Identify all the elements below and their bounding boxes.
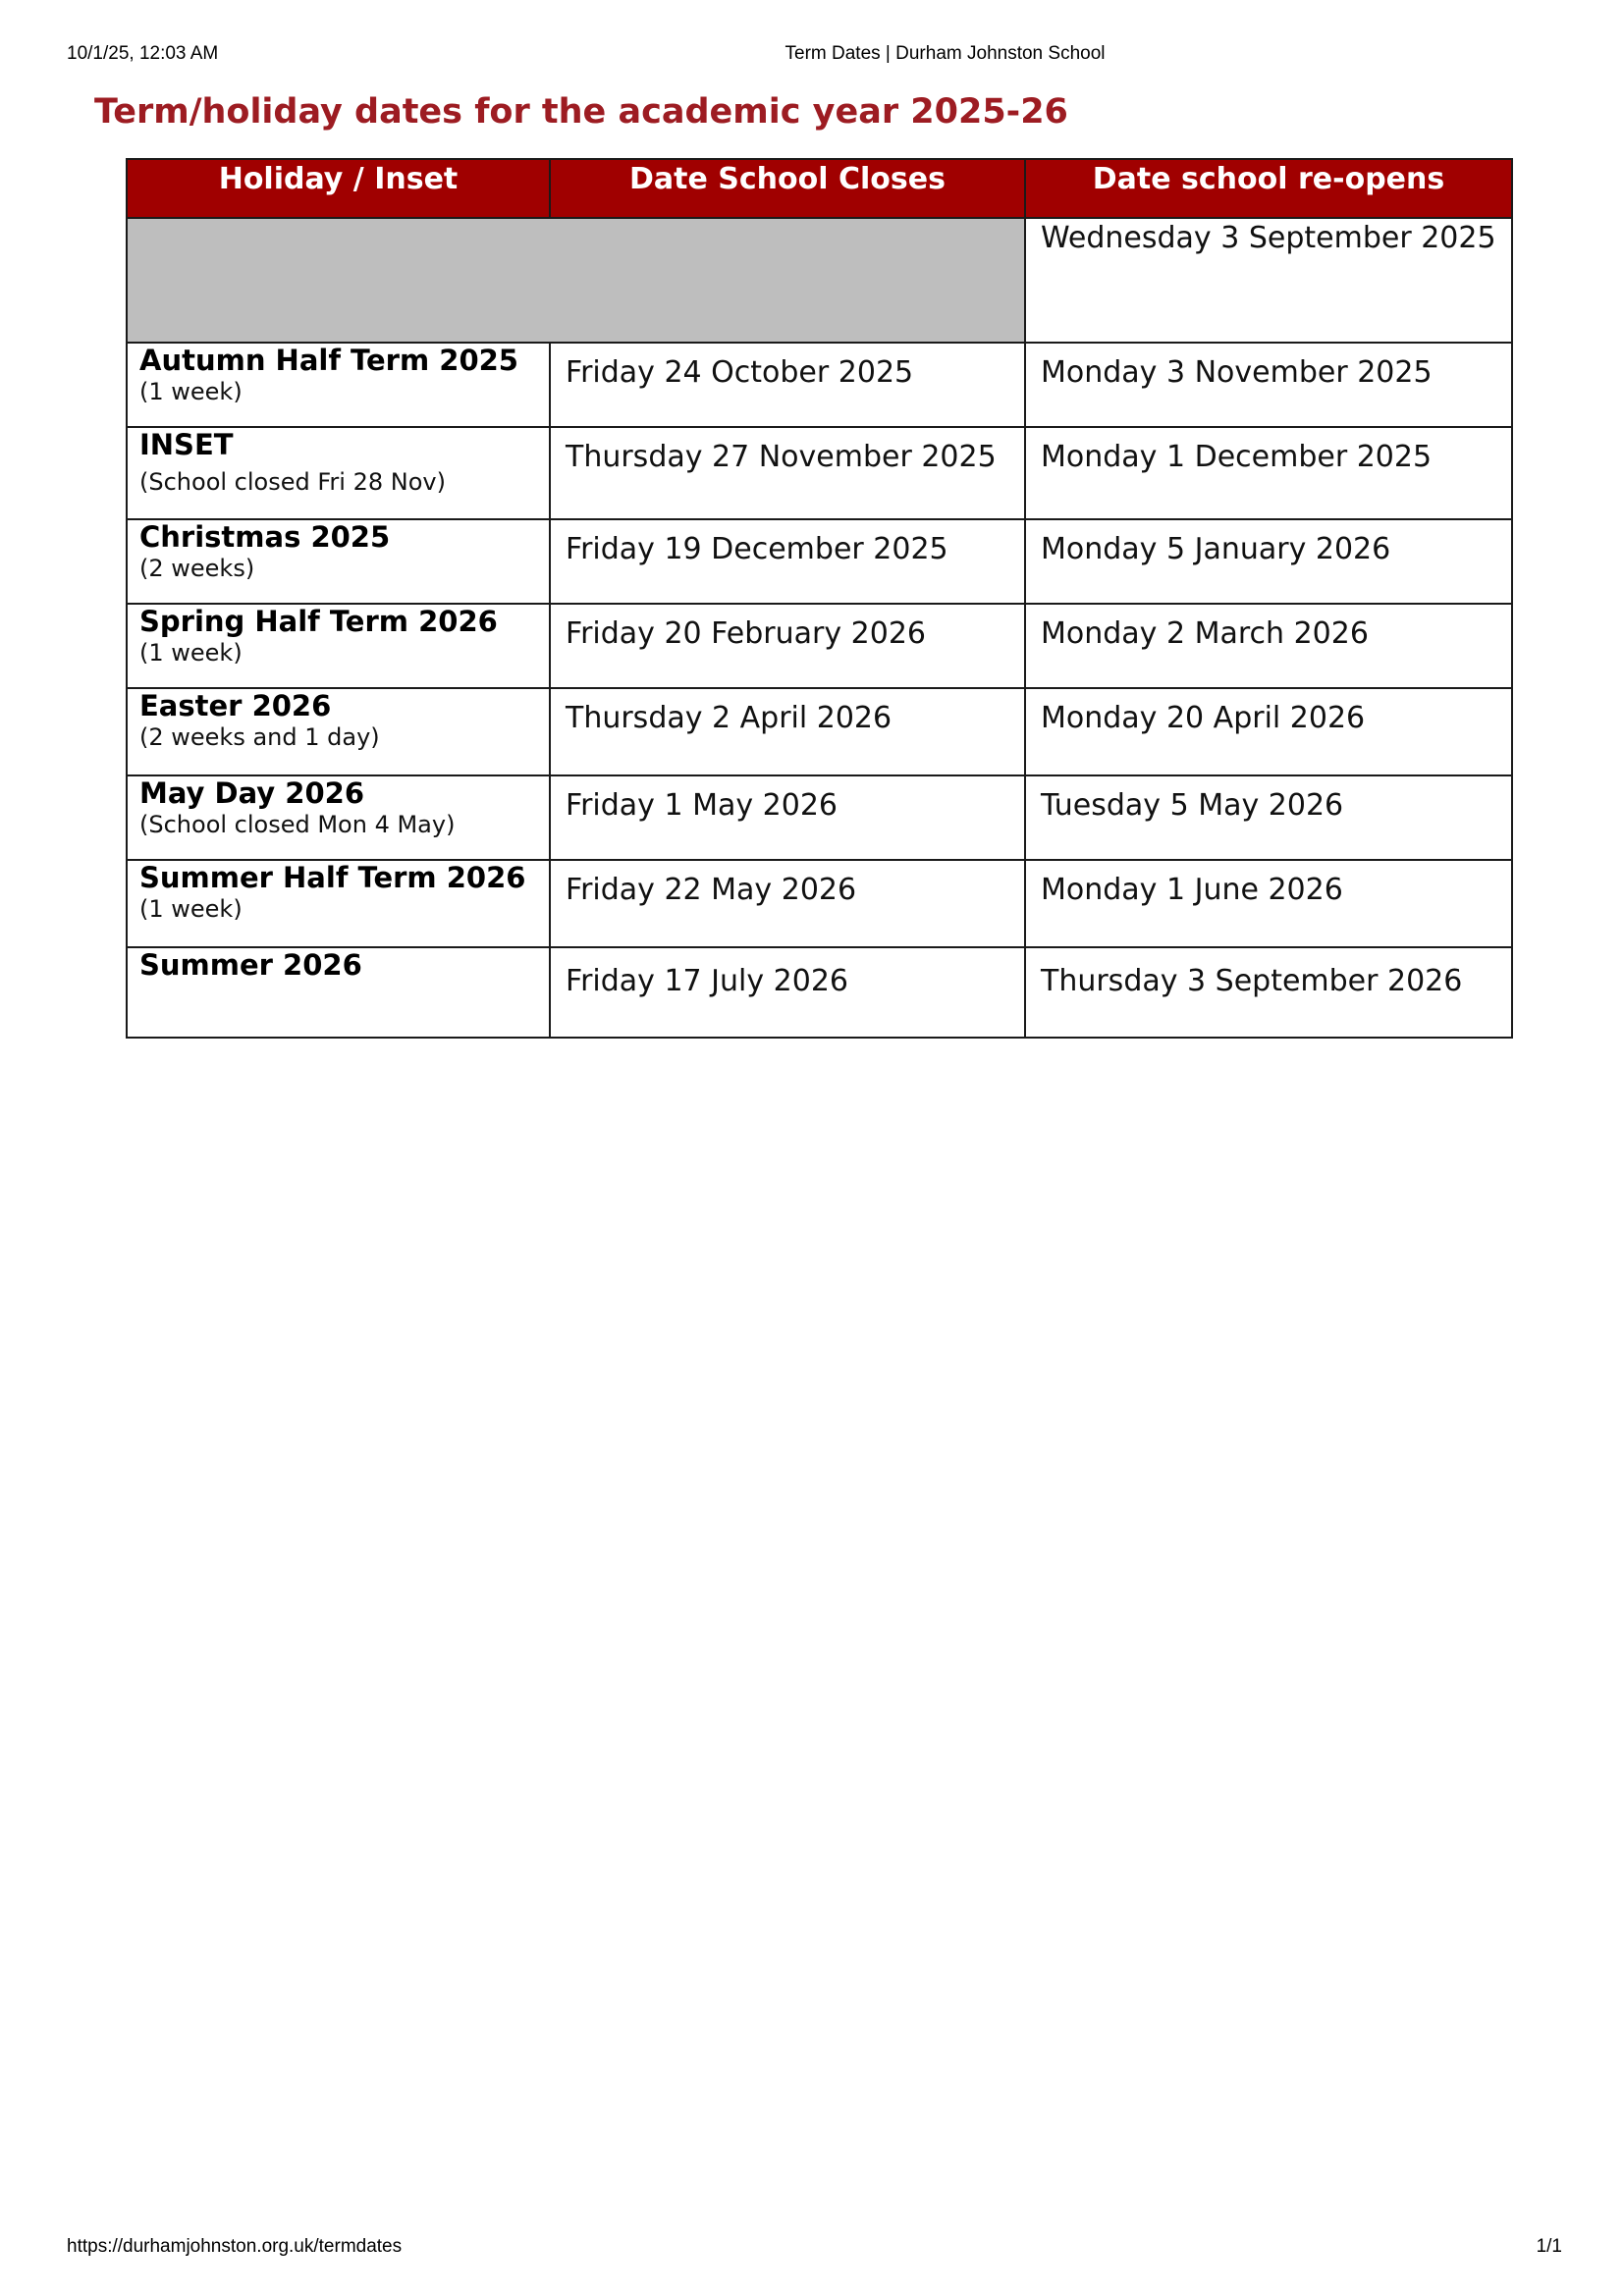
table-row (127, 860, 1512, 947)
reopens-date: Monday 1 June 2026 (1041, 873, 1343, 907)
holiday-note: (School closed Fri 28 Nov) (139, 468, 446, 496)
closes-date: Friday 24 October 2025 (566, 355, 914, 390)
table-row (127, 947, 1512, 1038)
closes-date: Friday 22 May 2026 (566, 873, 857, 907)
holiday-name: May Day 2026 (139, 776, 364, 810)
reopens-cell (1025, 519, 1512, 604)
reopens-cell (1025, 343, 1512, 427)
print-page-title (0, 43, 1623, 65)
page-title: Term/holiday dates for the academic year 2025-26 (94, 92, 1068, 132)
closes-cell (550, 343, 1025, 427)
closes-cell (550, 947, 1025, 1038)
holiday-note: (1 week) (139, 378, 243, 405)
holiday-name: Summer Half Term 2026 (139, 861, 526, 894)
reopens-date: Tuesday 5 May 2026 (1041, 788, 1344, 823)
closes-cell (550, 604, 1025, 688)
holiday-note: (1 week) (139, 639, 243, 667)
blank-cell (127, 218, 1025, 343)
closes-date: Thursday 2 April 2026 (566, 701, 893, 735)
holiday-note: (2 weeks and 1 day) (139, 723, 380, 751)
reopens-cell (1025, 947, 1512, 1038)
holiday-name: Spring Half Term 2026 (139, 605, 498, 638)
holiday-name: Summer 2026 (139, 948, 362, 982)
closes-date: Friday 19 December 2025 (566, 532, 948, 566)
holiday-cell (127, 427, 550, 519)
reopens-date: Monday 2 March 2026 (1041, 616, 1369, 651)
column-header-reopens: Date school re-opens (1025, 159, 1512, 218)
closes-cell (550, 688, 1025, 775)
holiday-name: INSET (139, 428, 234, 461)
closes-cell (550, 519, 1025, 604)
table-row (127, 604, 1512, 688)
closes-date: Thursday 27 November 2025 (566, 440, 997, 474)
reopens-cell (1025, 775, 1512, 860)
reopens-cell (1025, 604, 1512, 688)
closes-date: Friday 20 February 2026 (566, 616, 926, 651)
table-row (127, 519, 1512, 604)
holiday-note: (2 weeks) (139, 555, 255, 582)
reopens-cell (1025, 860, 1512, 947)
holiday-name: Autumn Half Term 2025 (139, 344, 518, 377)
table-row (127, 427, 1512, 519)
holiday-note: (School closed Mon 4 May) (139, 811, 456, 838)
closes-date: Friday 17 July 2026 (566, 964, 849, 998)
reopens-date: Monday 1 December 2025 (1041, 440, 1433, 474)
print-datetime: 10/1/25, 12:03 AM (67, 43, 219, 64)
reopens-date: Monday 20 April 2026 (1041, 701, 1366, 735)
reopens-date: Wednesday 3 September 2025 (1041, 221, 1496, 255)
holiday-cell (127, 519, 550, 604)
holiday-cell (127, 688, 550, 775)
holiday-cell (127, 947, 550, 1038)
term-dates-table (126, 158, 1513, 1039)
reopens-cell (1025, 427, 1512, 519)
holiday-cell (127, 604, 550, 688)
reopens-date: Monday 5 January 2026 (1041, 532, 1391, 566)
column-header-closes: Date School Closes (550, 159, 1025, 218)
holiday-note: (1 week) (139, 895, 243, 923)
reopens-cell (1025, 218, 1512, 343)
print-footer-url: https://durhamjohnston.org.uk/termdates (67, 2236, 403, 2257)
table-header-row (127, 159, 1512, 218)
reopens-cell (1025, 688, 1512, 775)
table-row (127, 343, 1512, 427)
holiday-name: Christmas 2025 (139, 520, 391, 554)
reopens-date: Monday 3 November 2025 (1041, 355, 1433, 390)
table-row-term-start (127, 218, 1512, 343)
column-header-holiday: Holiday / Inset (127, 159, 550, 218)
holiday-name: Easter 2026 (139, 689, 332, 722)
closes-cell (550, 775, 1025, 860)
closes-cell (550, 860, 1025, 947)
holiday-cell (127, 775, 550, 860)
reopens-date: Thursday 3 September 2026 (1041, 964, 1463, 998)
closes-cell (550, 427, 1025, 519)
holiday-cell (127, 860, 550, 947)
print-page-title-text: Term Dates | Durham Johnston School (784, 43, 1106, 64)
holiday-cell (127, 343, 550, 427)
print-page-number: 1/1 (1536, 2236, 1562, 2257)
table-row (127, 775, 1512, 860)
table-row (127, 688, 1512, 775)
closes-date: Friday 1 May 2026 (566, 788, 838, 823)
